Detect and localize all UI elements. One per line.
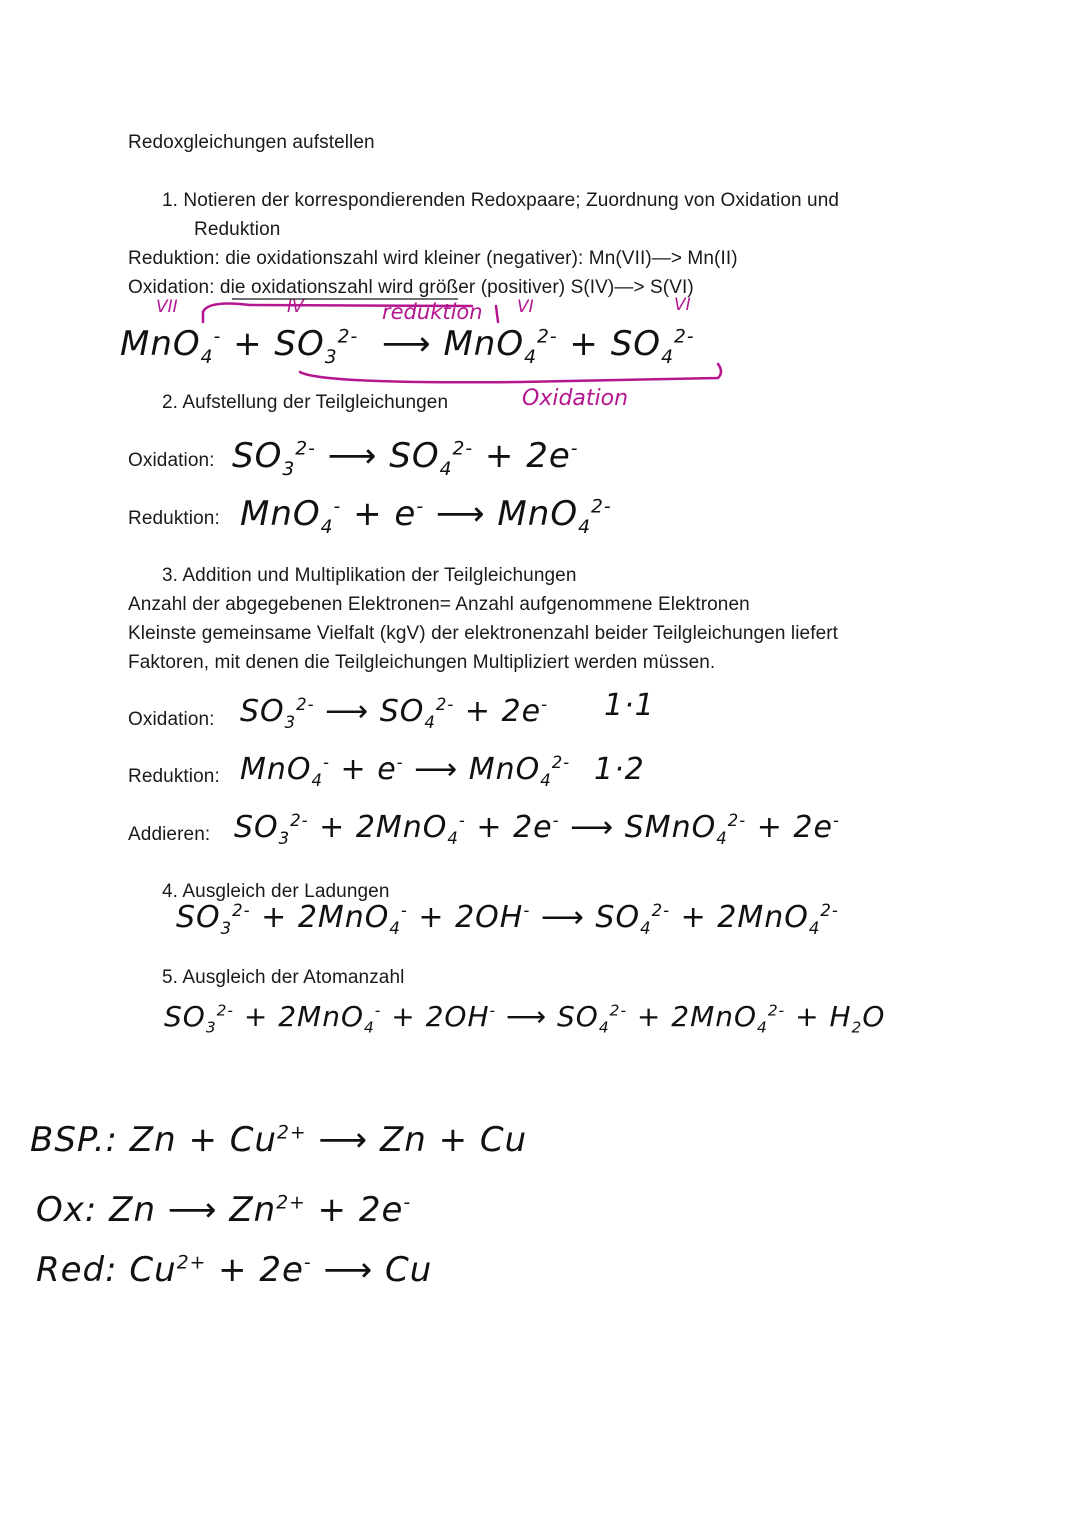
step2-ox-label: Oxidation:	[128, 450, 215, 471]
oxnum-s-left: IV	[287, 297, 304, 317]
example-red: Red: $Cu^{2+} + 2e^-$ ⟶ Cu	[36, 1250, 433, 1290]
step2-ox-equation: $SO_3^{2-}$ ⟶ $SO_4^{2-} + 2e^-$	[232, 436, 579, 480]
step3-heading: 3. Addition und Multiplikation der Teilgleichungen	[162, 565, 577, 586]
step3-red-label: Reduktion:	[128, 766, 220, 787]
step1-heading-cont: Reduktion	[194, 219, 281, 240]
step5-equation: $SO_3^{2-} + 2MnO_4^- + 2OH^-$ ⟶ $SO_4^{2-} + 2MnO_4^{2-} + H_2O$	[164, 1000, 886, 1037]
oxidation-definition: Oxidation: die oxidationszahl wird größer (positiver) S(IV)—> S(VI)	[128, 277, 694, 298]
oxidation-annotation: Oxidation	[522, 386, 629, 411]
oxnum-s-right: VI	[674, 295, 691, 315]
step3-red-equation: MnO$_4$- + e- ⟶ MnO$_4^{2-}$	[240, 752, 571, 790]
step2-red-label: Reduktion:	[128, 508, 220, 529]
example-ox: Ox: Zn ⟶ $Zn^{2+} + 2e^-$	[36, 1190, 412, 1230]
step2-heading: 2. Aufstellung der Teilgleichungen	[162, 392, 449, 413]
step3-add-equation: $SO_3^{2-} + 2MnO_4^- + 2e^-$ ⟶ SMnO$_4^{2-}$ + 2e-	[234, 810, 840, 848]
page-title: Redoxgleichungen aufstellen	[128, 132, 375, 153]
step3-ox-factor: 1·1	[604, 688, 655, 723]
reduction-annotation: reduktion	[382, 300, 483, 324]
example-bsp: BSP.: $Zn + Cu^{2+}$ ⟶ Zn + Cu	[30, 1120, 528, 1160]
step3-add-label: Addieren:	[128, 824, 211, 845]
step3-red-factor: 1·2	[594, 752, 645, 787]
step3-text1: Anzahl der abgegebenen Elektronen= Anzahl aufgenommene Elektronen	[128, 594, 750, 615]
step4-equation: $SO_3^{2-} + 2MnO_4^- + 2OH^-$ ⟶ $SO_4^{2-} + 2MnO_4^{2-}$	[176, 900, 839, 938]
reduction-definition: Reduktion: die oxidationszahl wird kleiner (negativer): Mn(VII)—> Mn(II)	[128, 248, 738, 269]
step5-heading: 5. Ausgleich der Atomanzahl	[162, 967, 405, 988]
step3-text3: Faktoren, mit denen die Teilgleichungen Multipliziert werden müssen.	[128, 652, 716, 673]
step2-red-equation: MnO$_4$- + e- ⟶ MnO$_4^{2-}$	[240, 494, 612, 538]
step4-heading: 4. Ausgleich der Ladungen	[162, 881, 390, 902]
oxnum-mn-right: VI	[517, 297, 534, 317]
step1-heading: 1. Notieren der korrespondierenden Redoxpaare; Zuordnung von Oxidation und	[162, 190, 840, 211]
step1-equation: $MnO_4^- + SO_3^{2-}$ ⟶ $MnO_4^{2-} + SO_4^{2-}$	[120, 324, 695, 368]
step3-ox-equation: $SO_3^{2-}$ ⟶ $SO_4^{2-} + 2e^-$	[240, 694, 549, 732]
step3-text2: Kleinste gemeinsame Vielfalt (kgV) der elektronenzahl beider Teilgleichungen liefert	[128, 623, 839, 644]
oxnum-mn-left: VII	[156, 297, 178, 317]
step3-ox-label: Oxidation:	[128, 709, 215, 730]
